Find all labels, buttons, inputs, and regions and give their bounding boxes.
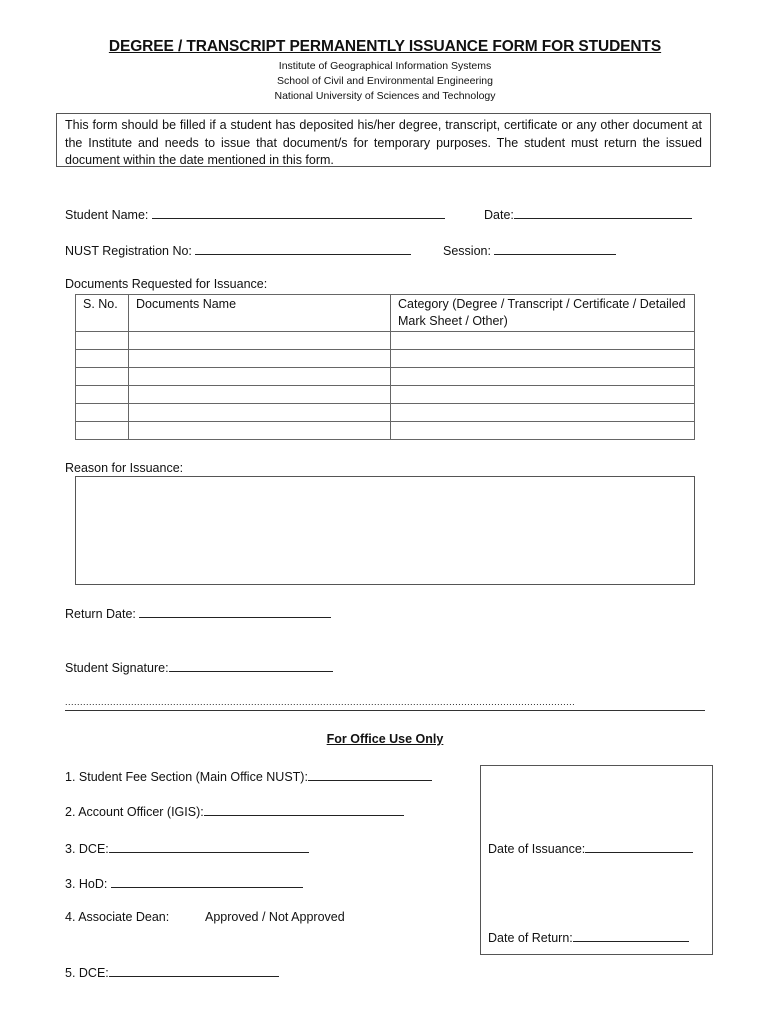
table-cell[interactable]	[129, 368, 391, 386]
office-item-label: 1. Student Fee Section (Main Office NUST):	[65, 770, 308, 784]
office-item-label: 2. Account Officer (IGIS):	[65, 805, 204, 819]
signature-label: Student Signature:	[65, 661, 169, 675]
table-cell[interactable]	[76, 386, 129, 404]
date-label: Date:	[484, 208, 514, 222]
office-item-label: 5. DCE:	[65, 966, 109, 980]
table-cell[interactable]	[129, 422, 391, 440]
table-row	[76, 422, 695, 440]
table-row	[76, 386, 695, 404]
date-of-return-line[interactable]	[573, 929, 689, 942]
date-line[interactable]	[514, 206, 692, 219]
table-cell[interactable]	[391, 404, 695, 422]
office-item-hod[interactable]	[65, 875, 303, 891]
reason-label: Reason for Issuance:	[65, 461, 184, 475]
table-row	[76, 404, 695, 422]
student-name-label: Student Name:	[65, 208, 149, 222]
table-cell[interactable]	[76, 404, 129, 422]
student-name-field[interactable]	[65, 206, 445, 222]
table-cell[interactable]	[76, 368, 129, 386]
form-title: DEGREE / TRANSCRIPT PERMANENTLY ISSUANCE FORM FOR STUDENTS	[108, 38, 662, 55]
date-of-issuance-label: Date of Issuance:	[488, 842, 586, 856]
separator-line	[65, 710, 705, 711]
table-cell[interactable]	[129, 386, 391, 404]
student-name-line[interactable]	[152, 206, 445, 219]
table-cell[interactable]	[76, 422, 129, 440]
school-name: School of Civil and Environmental Engineering	[277, 75, 493, 87]
documents-requested-label: Documents Requested for Issuance:	[65, 277, 268, 291]
registration-field[interactable]	[65, 242, 411, 258]
table-cell[interactable]	[129, 332, 391, 350]
date-of-issuance-line[interactable]	[585, 840, 693, 853]
header-documents-name: Documents Name	[129, 295, 391, 332]
institute-name: Institute of Geographical Information Systems	[278, 60, 492, 72]
date-field[interactable]	[484, 206, 692, 222]
session-field[interactable]	[443, 242, 616, 258]
table-cell[interactable]	[76, 350, 129, 368]
registration-line[interactable]	[195, 242, 411, 255]
approval-status[interactable]: Approved / Not Approved	[205, 910, 345, 924]
office-item-line[interactable]	[109, 964, 279, 977]
office-item-dce-final[interactable]	[65, 964, 279, 980]
office-item-fee-section[interactable]	[65, 768, 432, 784]
notice-box: This form should be filled if a student has deposited his/her degree, transcript, certificate or any other document at the Institute and needs to issue that document/s for temporary purposes. The student must return the issued document within the date mentioned in this form.	[56, 113, 711, 167]
session-line[interactable]	[494, 242, 616, 255]
table-row	[76, 350, 695, 368]
return-date-line[interactable]	[139, 605, 331, 618]
registration-label: NUST Registration No:	[65, 244, 192, 258]
office-item-line[interactable]	[109, 840, 309, 853]
date-of-return-label: Date of Return:	[488, 931, 573, 945]
date-of-issuance-field[interactable]	[488, 840, 693, 856]
dotted-separator: ..........................................................................................................................................................................	[65, 697, 576, 707]
session-label: Session:	[443, 244, 491, 258]
office-item-associate-dean: 4. Associate Dean:	[65, 910, 170, 924]
signature-line[interactable]	[169, 659, 333, 672]
office-item-label: 3. DCE:	[65, 842, 109, 856]
office-use-title: For Office Use Only	[326, 732, 444, 746]
table-row	[76, 332, 695, 350]
office-item-account-officer[interactable]	[65, 803, 404, 819]
header-category: Category (Degree / Transcript / Certificate / Detailed Mark Sheet / Other)	[391, 295, 695, 332]
office-item-label: 3. HoD:	[65, 877, 108, 891]
signature-field[interactable]	[65, 659, 333, 675]
office-date-box	[480, 765, 713, 955]
office-item-line[interactable]	[204, 803, 404, 816]
office-item-line[interactable]	[308, 768, 432, 781]
header-sno: S. No.	[76, 295, 129, 332]
table-cell[interactable]	[391, 422, 695, 440]
office-item-dce[interactable]	[65, 840, 309, 856]
table-cell[interactable]	[391, 386, 695, 404]
return-date-label: Return Date:	[65, 607, 136, 621]
return-date-field[interactable]	[65, 605, 331, 621]
office-item-line[interactable]	[111, 875, 303, 888]
date-of-return-field[interactable]	[488, 929, 689, 945]
table-cell[interactable]	[391, 368, 695, 386]
reason-textarea[interactable]	[75, 476, 695, 585]
table-cell[interactable]	[391, 350, 695, 368]
table-cell[interactable]	[391, 332, 695, 350]
table-row	[76, 368, 695, 386]
table-cell[interactable]	[76, 332, 129, 350]
university-name: National University of Sciences and Technology	[274, 90, 496, 102]
documents-table	[75, 294, 695, 440]
table-cell[interactable]	[129, 350, 391, 368]
table-cell[interactable]	[129, 404, 391, 422]
